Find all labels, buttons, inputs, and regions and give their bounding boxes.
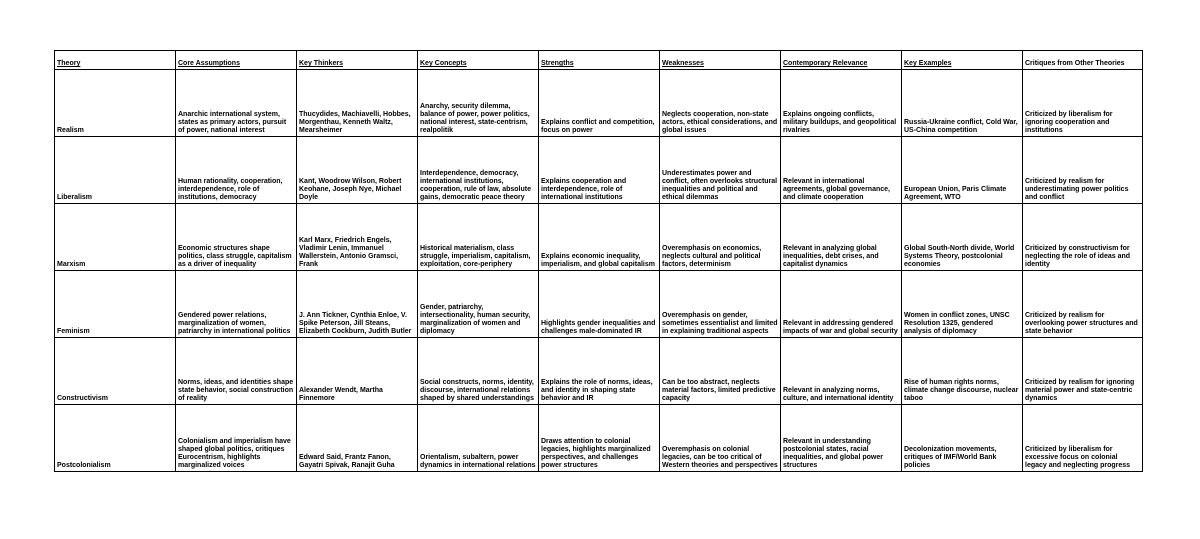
examples-cell[interactable]: Women in conflict zones, UNSC Resolution 1325, gendered analysis of diplomacy [902, 271, 1023, 338]
header-cell[interactable]: Weaknesses [660, 51, 781, 70]
spreadsheet [54, 50, 1142, 472]
examples-cell[interactable]: Global South-North divide, World Systems Theory, postcolonial economies [902, 204, 1023, 271]
thinkers-cell[interactable]: Kant, Woodrow Wilson, Robert Keohane, Joseph Nye, Michael Doyle [297, 137, 418, 204]
theory-cell[interactable]: Marxism [55, 204, 176, 271]
theory-table [54, 50, 1143, 472]
assumptions-cell[interactable]: Economic structures shape politics, class struggle, capitalism as a driver of inequality [176, 204, 297, 271]
header-row [55, 51, 1143, 70]
thinkers-cell[interactable]: Thucydides, Machiavelli, Hobbes, Morgenthau, Kenneth Waltz, Mearsheimer [297, 70, 418, 137]
assumptions-cell[interactable]: Gendered power relations, marginalization of women, patriarchy in international politics [176, 271, 297, 338]
weaknesses-cell[interactable]: Can be too abstract, neglects material factors, limited predictive capacity [660, 338, 781, 405]
examples-cell[interactable]: Rise of human rights norms, climate change discourse, nuclear taboo [902, 338, 1023, 405]
theory-cell[interactable]: Liberalism [55, 137, 176, 204]
critiques-cell[interactable]: Criticized by realism for ignoring material power and state-centric dynamics [1023, 338, 1143, 405]
header-cell[interactable]: Key Examples [902, 51, 1023, 70]
theory-cell[interactable]: Constructivism [55, 338, 176, 405]
examples-cell[interactable]: Decolonization movements, critiques of IMF/World Bank policies [902, 405, 1023, 472]
table-row [55, 405, 1143, 472]
header-cell[interactable]: Critiques from Other Theories [1023, 51, 1143, 70]
header-cell[interactable]: Key Thinkers [297, 51, 418, 70]
examples-cell[interactable]: Russia-Ukraine conflict, Cold War, US-China competition [902, 70, 1023, 137]
header-cell[interactable]: Contemporary Relevance [781, 51, 902, 70]
theory-cell[interactable]: Postcolonialism [55, 405, 176, 472]
concepts-cell[interactable]: Anarchy, security dilemma, balance of power, power politics, national interest, state-centrism, realpolitik [418, 70, 539, 137]
thinkers-cell[interactable]: J. Ann Tickner, Cynthia Enloe, V. Spike Peterson, Jill Steans, Elizabeth Cockburn, Judith Butler [297, 271, 418, 338]
weaknesses-cell[interactable]: Overemphasis on gender, sometimes essentialist and limited in explaining traditional aspects [660, 271, 781, 338]
concepts-cell[interactable]: Historical materialism, class struggle, imperialism, capitalism, exploitation, core-periphery [418, 204, 539, 271]
strengths-cell[interactable]: Explains conflict and competition, focus on power [539, 70, 660, 137]
concepts-cell[interactable]: Orientalism, subaltern, power dynamics in international relations [418, 405, 539, 472]
concepts-cell[interactable]: Gender, patriarchy, intersectionality, human security, marginalization of women and diplomacy [418, 271, 539, 338]
concepts-cell[interactable]: Social constructs, norms, identity, discourse, international relations shaped by shared understandings [418, 338, 539, 405]
assumptions-cell[interactable]: Anarchic international system, states as primary actors, pursuit of power, national interest [176, 70, 297, 137]
header-cell[interactable]: Theory [55, 51, 176, 70]
strengths-cell[interactable]: Explains cooperation and interdependence, role of international institutions [539, 137, 660, 204]
assumptions-cell[interactable]: Colonialism and imperialism have shaped global politics, critiques Eurocentrism, highlights marginalized voices [176, 405, 297, 472]
strengths-cell[interactable]: Highlights gender inequalities and challenges male-dominated IR [539, 271, 660, 338]
table-row [55, 204, 1143, 271]
critiques-cell[interactable]: Criticized by liberalism for ignoring cooperation and institutions [1023, 70, 1143, 137]
header-cell[interactable]: Key Concepts [418, 51, 539, 70]
strengths-cell[interactable]: Explains economic inequality, imperialism, and global capitalism [539, 204, 660, 271]
thinkers-cell[interactable]: Edward Said, Frantz Fanon, Gayatri Spivak, Ranajit Guha [297, 405, 418, 472]
theory-cell[interactable]: Feminism [55, 271, 176, 338]
concepts-cell[interactable]: Interdependence, democracy, international institutions, cooperation, rule of law, absolute gains, democratic peace theory [418, 137, 539, 204]
critiques-cell[interactable]: Criticized by realism for underestimating power politics and conflict [1023, 137, 1143, 204]
assumptions-cell[interactable]: Human rationality, cooperation, interdependence, role of institutions, democracy [176, 137, 297, 204]
theory-cell[interactable]: Realism [55, 70, 176, 137]
strengths-cell[interactable]: Explains the role of norms, ideas, and identity in shaping state behavior and IR [539, 338, 660, 405]
weaknesses-cell[interactable]: Underestimates power and conflict, often overlooks structural inequalities and political and ethical dilemmas [660, 137, 781, 204]
assumptions-cell[interactable]: Norms, ideas, and identities shape state behavior, social construction of reality [176, 338, 297, 405]
strengths-cell[interactable]: Draws attention to colonial legacies, highlights marginalized perspectives, and challenges power structures [539, 405, 660, 472]
table-row [55, 70, 1143, 137]
relevance-cell[interactable]: Explains ongoing conflicts, military buildups, and geopolitical rivalries [781, 70, 902, 137]
table-row [55, 137, 1143, 204]
weaknesses-cell[interactable]: Neglects cooperation, non-state actors, ethical considerations, and global issues [660, 70, 781, 137]
examples-cell[interactable]: European Union, Paris Climate Agreement, WTO [902, 137, 1023, 204]
header-cell[interactable]: Core Assumptions [176, 51, 297, 70]
critiques-cell[interactable]: Criticized by liberalism for excessive focus on colonial legacy and neglecting progress [1023, 405, 1143, 472]
table-row [55, 338, 1143, 405]
relevance-cell[interactable]: Relevant in analyzing norms, culture, and international identity [781, 338, 902, 405]
critiques-cell[interactable]: Criticized by realism for overlooking power structures and state behavior [1023, 271, 1143, 338]
relevance-cell[interactable]: Relevant in understanding postcolonial states, racial inequalities, and global power structures [781, 405, 902, 472]
table-row [55, 271, 1143, 338]
weaknesses-cell[interactable]: Overemphasis on economics, neglects cultural and political factors, determinism [660, 204, 781, 271]
relevance-cell[interactable]: Relevant in analyzing global inequalities, debt crises, and capitalist dynamics [781, 204, 902, 271]
critiques-cell[interactable]: Criticized by constructivism for neglecting the role of ideas and identity [1023, 204, 1143, 271]
weaknesses-cell[interactable]: Overemphasis on colonial legacies, can be too critical of Western theories and perspectives [660, 405, 781, 472]
thinkers-cell[interactable]: Karl Marx, Friedrich Engels, Vladimir Lenin, Immanuel Wallerstein, Antonio Gramsci, Frank [297, 204, 418, 271]
thinkers-cell[interactable]: Alexander Wendt, Martha Finnemore [297, 338, 418, 405]
relevance-cell[interactable]: Relevant in addressing gendered impacts of war and global security [781, 271, 902, 338]
header-cell[interactable]: Strengths [539, 51, 660, 70]
relevance-cell[interactable]: Relevant in international agreements, global governance, and climate cooperation [781, 137, 902, 204]
